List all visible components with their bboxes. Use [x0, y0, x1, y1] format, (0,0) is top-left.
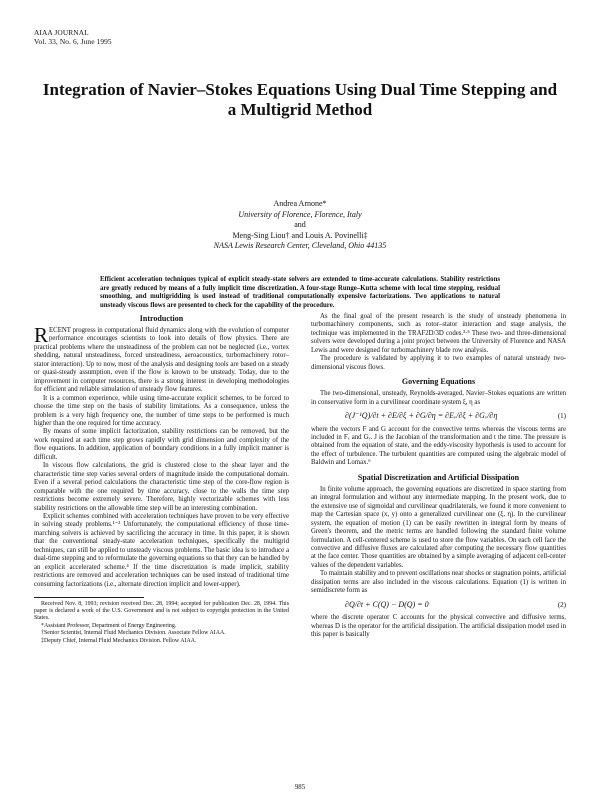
equation-2-number: (2) — [557, 600, 566, 609]
right-paragraph-1: As the final goal of the present research is the study of unsteady phenomena in turbomachinery components, such as rotor–stator interaction and stage analysis, the technique was implemented in the TRAF2D/3D codes.³·⁵ These two- and three-dimensional solvers were developed during a joint project between the University of Florence and NASA Lewis and were designed for turbomachinery blade row analysis. — [311, 313, 566, 354]
footnote-author-2: †Senior Scientist, Internal Fluid Mechanics Division. Associate Fellow AIAA. — [41, 630, 226, 637]
footnote-author-3: ‡Deputy Chief, Internal Fluid Mechanics Division. Fellow AIAA. — [41, 638, 197, 645]
footnote-rule — [34, 597, 144, 598]
and-connector: and — [294, 220, 306, 229]
journal-volume: Vol. 33, No. 6, June 1995 — [34, 36, 112, 46]
footnote-author-1: *Assistant Professor, Department of Energy Engineering. — [41, 622, 177, 629]
author-block — [120, 199, 480, 252]
intro-paragraph-5: Explicit schemes combined with acceleration techniques have proven to be very effective in solving steady problems.¹⁻³ Unfortunately, the computational efficiency of those time-marching solvers is achieved by sacrificing the accuracy in time. In this paper, it is shown that the conventional steady-state acceleration techniques, specifically the multigrid techniques, can still be applied to unsteady viscous problems. The basic idea is to introduce a dual-time stepping and to reformulate the governing equations so that they can be handled by an explicit accelerated scheme.⁴ If the time discretization is made implicit, stability restrictions are removed and acceleration techniques can be used instead of traditional time consuming factorizations (i.e., alternate direction implicit and lower-upper). — [34, 512, 289, 588]
governing-paragraph-2: where the vectors F and G account for the convective terms whereas the viscous terms are included in Fᵥ and Gᵥ. J is the Jacobian of the transformation and t the time. The pressure is obtained from the equation of state, and the eddy-viscosity hypothesis is used to account for the effect of turbulence. The turbulent quantities are computed using the algebraic model of Baldwin and Lomax.⁶ — [311, 425, 566, 467]
right-paragraph-2: The procedure is validated by applying it to two examples of natural unsteady two-dimensional viscous flows. — [311, 355, 566, 371]
left-column — [34, 313, 289, 646]
governing-paragraph-1: The two-dimensional, unsteady, Reynolds-averaged, Navier–Stokes equations are written in conservative form in a curvilinear coordinate system ξ, η as — [311, 390, 566, 406]
intro-paragraph-4: In viscous flow calculations, the grid is clustered close to the shear layer and the characteristic time step varies several orders of magnitude inside the computational domain. Even if a several period calculations the characteristic time step of the core-flow region is comparable with the one required by time accuracy, close to the walls the time step restrictions become extremely severe. Therefore, highly vectorizable schemes with less stability restrictions on the allowable time step will be an interesting combination. — [34, 462, 289, 512]
affiliation-2: NASA Lewis Research Center, Cleveland, Ohio 44135 — [213, 241, 387, 250]
equation-2-body: ∂Q/∂t + C(Q) − D(Q) = 0 — [345, 599, 429, 609]
intro-paragraph-3: By means of some implicit factorization, stability restrictions can be removed, but the work required at each time step grows rapidly with grid dimension and complexity of the flow equations. In addition, application of boundary conditions in a fully implicit manner is difficult. — [34, 428, 289, 461]
intro-paragraph-1-text: ECENT progress in computational fluid dynamics along with the evolution of computer performance encourages scientists to look into details of flow physics. There are practical problems where the unsteadiness of the problem can not be neglected (i.e., vortex shedding, natural unsteadiness, forced unsteadiness, aeroacoustics, turbomachinery rotor–stator interaction). Up to now, most of the analysis and designing tools are based on a steady or quasi-steady assumption, even if the flow is known to be unsteady. Today, due to the improvement in computer resources, there is a strong interest in developing methodologies for efficient and reliable simulation of unsteady flow features. — [34, 327, 289, 394]
footnotes — [34, 601, 289, 645]
drop-cap: R — [34, 323, 49, 347]
governing-equations-heading: Governing Equations — [401, 377, 476, 387]
authors-2-3: Meng-Sing Liou† and Louis A. Povinelli‡ — [232, 230, 368, 240]
author-1: Andrea Arnone* — [273, 199, 327, 208]
page-number: 985 — [294, 784, 306, 791]
right-column — [311, 313, 566, 640]
spatial-paragraph-2: To maintain stability and to prevent oscillations near shocks or stagnation points, artificial dissipation terms are also included in the viscous calculations. Equation (1) is written in semidiscrete form as — [311, 570, 566, 595]
spatial-discretization-heading: Spatial Discretization and Artificial Dissipation — [357, 472, 520, 482]
equation-1 — [311, 412, 566, 420]
intro-paragraph-2: It is a common experience, while using time-accurate explicit schemes, to be forced to choose the time step on the basis of stability limitations. As a consequence, unless the problem is a very high frequency one, the number of time steps to be performed is much higher than the one required for time accuracy. — [34, 394, 289, 427]
affiliation-1: University of Florence, Florence, Italy — [238, 209, 362, 219]
abstract: Efficient acceleration techniques typical of explicit steady-state solvers are extended to time-accurate calculations. Stability restrictions are greatly reduced by means of a fully implicit time discretization. A four-stage Runge–Kutta scheme with local time stepping, residual smoothing, and multigridding is used instead of traditional computationally expensive factorizations. Two applications to natural unsteady viscous flows are presented to check for the capability of the procedure. — [100, 276, 500, 309]
paper-title: Integration of Navier–Stokes Equations Using Dual Time Stepping and a Multigrid Method — [42, 80, 558, 119]
introduction-heading: Introduction — [139, 314, 184, 323]
spatial-paragraph-1: In finite volume approach, the governing equations are discretized in space starting from an integral formulation and without any intermediate mapping. In the present work, due to the extensive use of sigmoidal and curvilinear quadrilaterals, we found it more convenient to map the Cartesian space (x, y) onto a generalized curvilinear one (ξ, η). In the curvilinear system, the equation of motion (1) can be easily rewritten in integral form by means of Green's theorem, and the metric terms are handled following the standard finite volume formulation. A cell-centered scheme is used to store the flow variables. On each cell face the convective and diffusive fluxes are calculated after computing the necessary flow quantities at the face center. Those quantities are obtained by a simple averaging of adjacent cell-center values of the dependent variables. — [311, 485, 566, 569]
journal-header — [34, 29, 112, 46]
footnote-received: Received Nov. 8, 1993; revision received Dec. 28, 1994; accepted for publication Dec. 28, 1994. This paper is declared a work of the U.S. Government and is not subject to copyright protection in the United States. — [34, 601, 289, 622]
equation-1-number: (1) — [557, 412, 566, 421]
equation-2 — [311, 601, 566, 609]
intro-paragraph-1 — [34, 323, 289, 395]
spatial-paragraph-3: where the discrete operator C accounts for the physical convective and diffusive terms, whereas D is the operator for the artificial dissipation. The artificial dissipation model used in this paper is basically — [311, 614, 566, 639]
equation-1-body: ∂(J⁻¹Q)/∂t + ∂E/∂ξ + ∂G/∂η = ∂Eᵥ/∂ξ + ∂Gᵥ/∂η — [345, 411, 498, 421]
journal-name: AIAA JOURNAL — [34, 28, 89, 37]
